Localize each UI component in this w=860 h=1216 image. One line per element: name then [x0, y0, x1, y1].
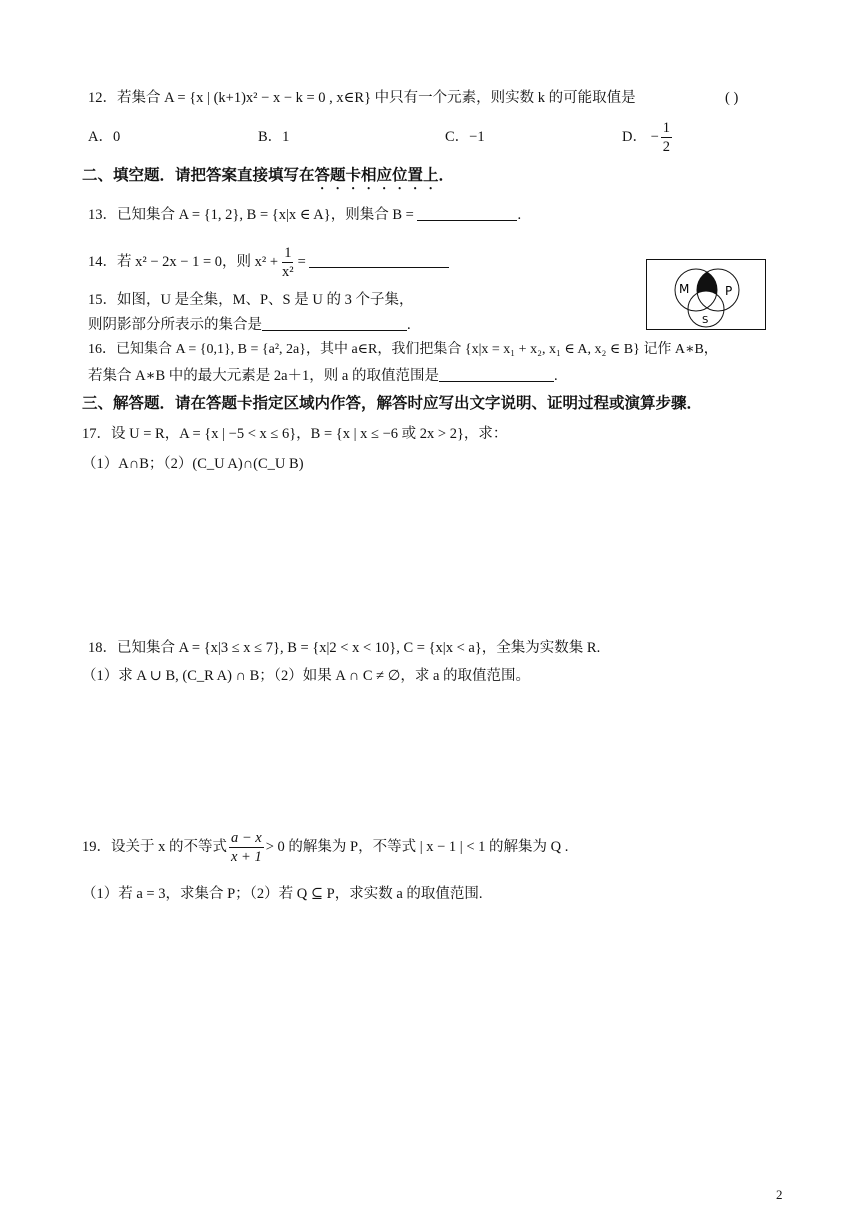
question-16-end: . [554, 368, 558, 384]
question-13 [88, 205, 521, 225]
question-19-text: 19．设关于 x 的不等式 [82, 839, 227, 855]
question-12-stem [88, 88, 636, 108]
q14-denominator: x² [282, 264, 294, 281]
q19-numerator: a − x [231, 830, 262, 847]
question-19-line2: （1）若 a = 3，求集合 P；（2）若 Q ⊆ P，求实数 a 的取值范围. [82, 886, 483, 902]
question-18-line2: （1）求 A ∪ B, (C_R A) ∩ B；（2）如果 A ∩ C ≠ ∅，求 a 的取值范围。 [82, 668, 531, 684]
q19-denominator: x + 1 [231, 849, 262, 866]
option-d [622, 118, 674, 156]
answer-blank-16[interactable] [439, 367, 554, 382]
question-15-end: . [407, 317, 411, 333]
section-2-emphasis: 答题卡相应位置上 [314, 167, 439, 184]
venn-diagram [646, 259, 766, 330]
question-16-text: 若集合 A∗B 中的最大元素是 2a＋1，则 a 的取值范围是 [88, 368, 439, 384]
section-3-heading: 三、解答题．请在答题卡指定区域内作答，解答时应写出文字说明、证明过程或演算步骤． [82, 395, 703, 412]
answer-blank-14[interactable] [309, 253, 449, 268]
question-15-line2 [88, 315, 411, 335]
question-14 [88, 243, 449, 281]
option-d-numerator: 1 [662, 120, 671, 137]
question-16-line2 [88, 366, 558, 386]
q14-numerator: 1 [284, 245, 292, 262]
option-b: B．1 [258, 129, 290, 145]
section-2-title-start: 二、填空题．请把答案直接填写在 [82, 167, 315, 184]
answer-blank-13[interactable] [417, 206, 517, 221]
question-14-text: 14．若 x² − 2x − 1 = 0，则 x² + [88, 254, 279, 270]
answer-bracket: ( ) [725, 90, 739, 106]
question-13-text: 13．已知集合 A = {1, 2}, B = {x|x ∈ A}，则集合 B = [88, 207, 414, 223]
question-19-fraction [229, 829, 264, 866]
question-12-text: 12．若集合 A = {x | (k+1)x² − x − k = 0 , x∈R} 中只有一个元素，则实数 k 的可能取值是 [88, 90, 636, 106]
label-s: S [702, 315, 709, 326]
question-17-line1: 17．设 U = R，A = {x | −5 < x ≤ 6}，B = {x | x ≤ −6 或 2x > 2}，求： [82, 426, 508, 442]
section-2-title-end: ． [438, 167, 455, 184]
option-c: C．−1 [445, 129, 485, 145]
answer-blank-15[interactable] [262, 316, 407, 331]
question-19-line1 [82, 828, 568, 866]
label-p: P [725, 284, 733, 298]
question-14-fraction [280, 244, 296, 281]
page-number: 2 [776, 1187, 783, 1202]
option-d-denominator: 2 [662, 139, 671, 156]
question-14-equals: = [297, 254, 306, 270]
question-15-line1: 15．如图，U 是全集，M、P、S 是 U 的 3 个子集， [88, 292, 414, 308]
question-15-text: 则阴影部分所表示的集合是 [88, 317, 262, 333]
label-m: M [679, 282, 690, 296]
option-d-fraction [661, 119, 672, 156]
option-d-label: D． [622, 129, 647, 145]
question-17-line2: （1）A∩B；（2）(C_U A)∩(C_U B) [82, 456, 304, 472]
section-2-heading [82, 166, 454, 193]
question-18-line1: 18．已知集合 A = {x|3 ≤ x ≤ 7}, B = {x|2 < x < 10}, C = {x|x < a}，全集为实数集 R. [88, 640, 601, 656]
question-13-end: . [517, 207, 522, 223]
question-19-text-end: > 0 的解集为 P，不等式 | x − 1 | < 1 的解集为 Q . [265, 839, 569, 855]
option-d-sign: − [650, 129, 659, 145]
option-a: A．0 [88, 129, 121, 145]
question-16-line1: 16．已知集合 A = {0,1}, B = {a², 2a}，其中 a∈R，我们把集合 {x|x = x₁ + x₂, x₁ ∈ A, x₂ ∈ B} 记作 A∗B， [88, 342, 718, 357]
